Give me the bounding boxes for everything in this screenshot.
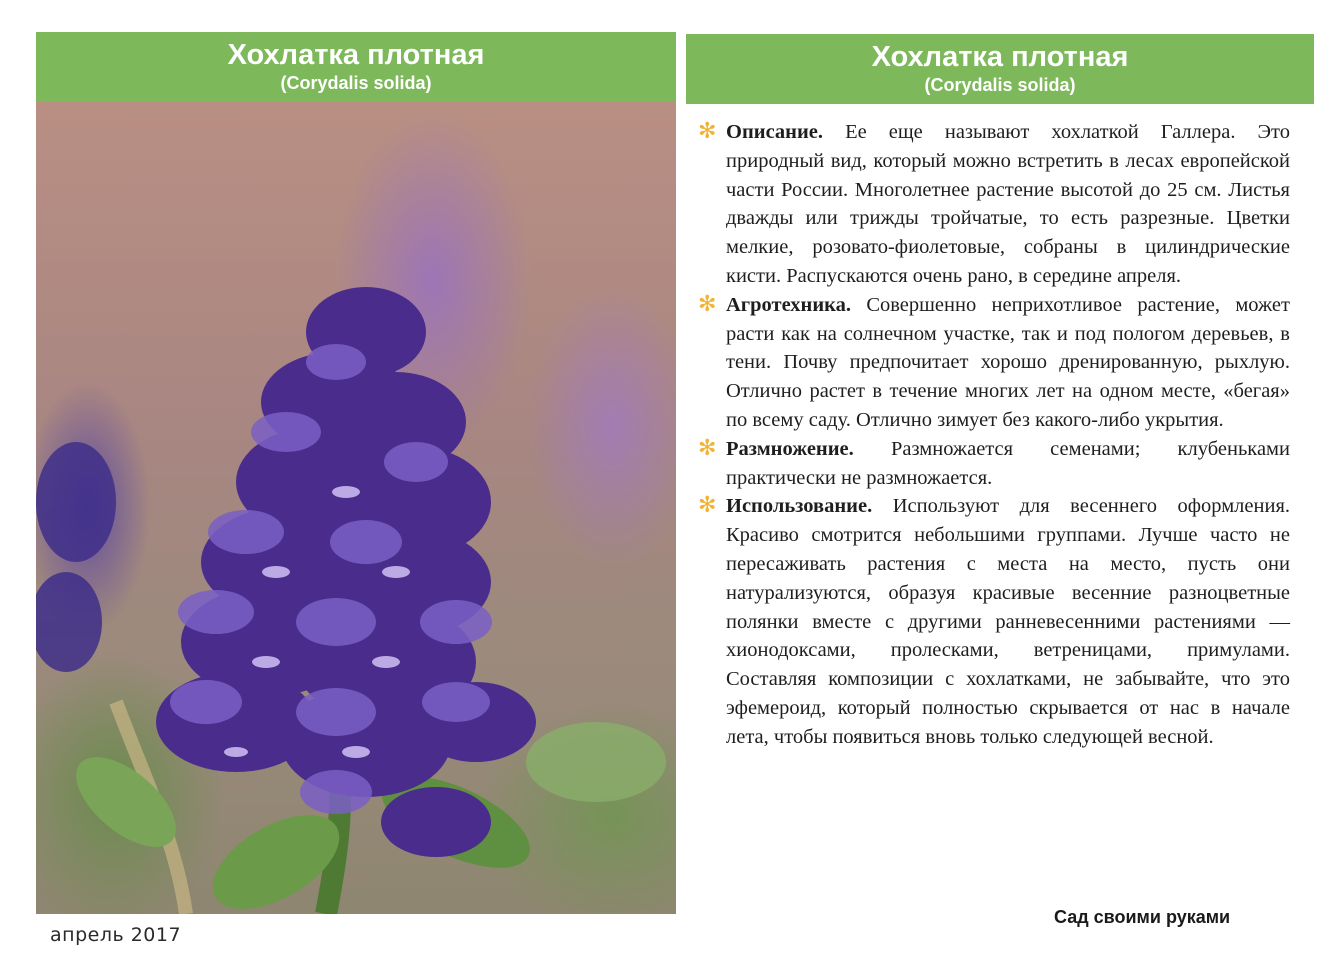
- right-card-title: Хохлатка плотная: [871, 41, 1129, 73]
- sun-flower-bullet-icon: ✻: [698, 291, 717, 317]
- section-text: Размножается семенами; клубеньками практически не размножается.: [726, 437, 1290, 489]
- sun-flower-bullet-icon: ✻: [698, 119, 717, 144]
- magazine-name: Сад своими руками: [1054, 907, 1231, 927]
- right-card: [686, 34, 1314, 904]
- flower-illustration: [36, 102, 676, 914]
- right-card-header: [686, 34, 1314, 104]
- left-card: [36, 32, 676, 914]
- left-card-title: Хохлатка плотная: [227, 39, 485, 71]
- corydalis-flower-photo: [36, 102, 676, 914]
- section-propagation: [698, 435, 1290, 493]
- left-card-latin-name: (Corydalis solida): [280, 73, 432, 93]
- section-usage: [698, 492, 1290, 751]
- section-description: [698, 118, 1290, 291]
- section-text: Используют для весеннего оформления. Красиво смотрится небольшими группами. Лучше часто не пересаживать растения с места на место, пусть они натурализуются, образуя красивые весенние разноцветные полянки вместе с другими ранневесенними растениями — хионодоксами, пролесками, ветреницами, примулами. Составляя композиции с хохлатками, не забывайте, что это эфемероид, который полностью скрывается от нас в начале лета, чтобы появиться вновь только следующей весной.: [726, 495, 1290, 748]
- section-agrotechnics: [698, 291, 1290, 435]
- section-heading: Агротехника.: [726, 293, 867, 316]
- section-text: Совершенно неприхотливое растение, может расти как на солнечном участке, так и под пологом деревьев, в тени. Почву предпочитает хорошо дренированную, рыхлую. Отлично растет в течение многих лет на одном месте, «бегая» по всему саду. Отлично зимует без какого-либо укрытия.: [726, 293, 1290, 431]
- section-text: Ее еще называют хохлаткой Галлера. Это природный вид, который можно встретить в лесах европейской части России. Многолетнее растение высотой до 25 см. Листья дважды или трижды тройчатые, то есть разрезные. Цветки мелкие, розовато-фиолетовые, собраны в цилиндрические кисти. Распускаются очень рано, в середине апреля.: [726, 121, 1290, 287]
- left-card-header: [36, 32, 676, 102]
- section-heading: Использование.: [726, 495, 893, 518]
- description-text: [698, 118, 1290, 752]
- section-heading: Описание.: [726, 121, 846, 143]
- sun-flower-bullet-icon: ✻: [698, 493, 717, 519]
- sun-flower-bullet-icon: ✻: [698, 435, 717, 461]
- section-heading: Размножение.: [726, 437, 891, 460]
- right-card-latin-name: (Corydalis solida): [924, 75, 1076, 95]
- issue-date: апрель 2017: [50, 924, 182, 946]
